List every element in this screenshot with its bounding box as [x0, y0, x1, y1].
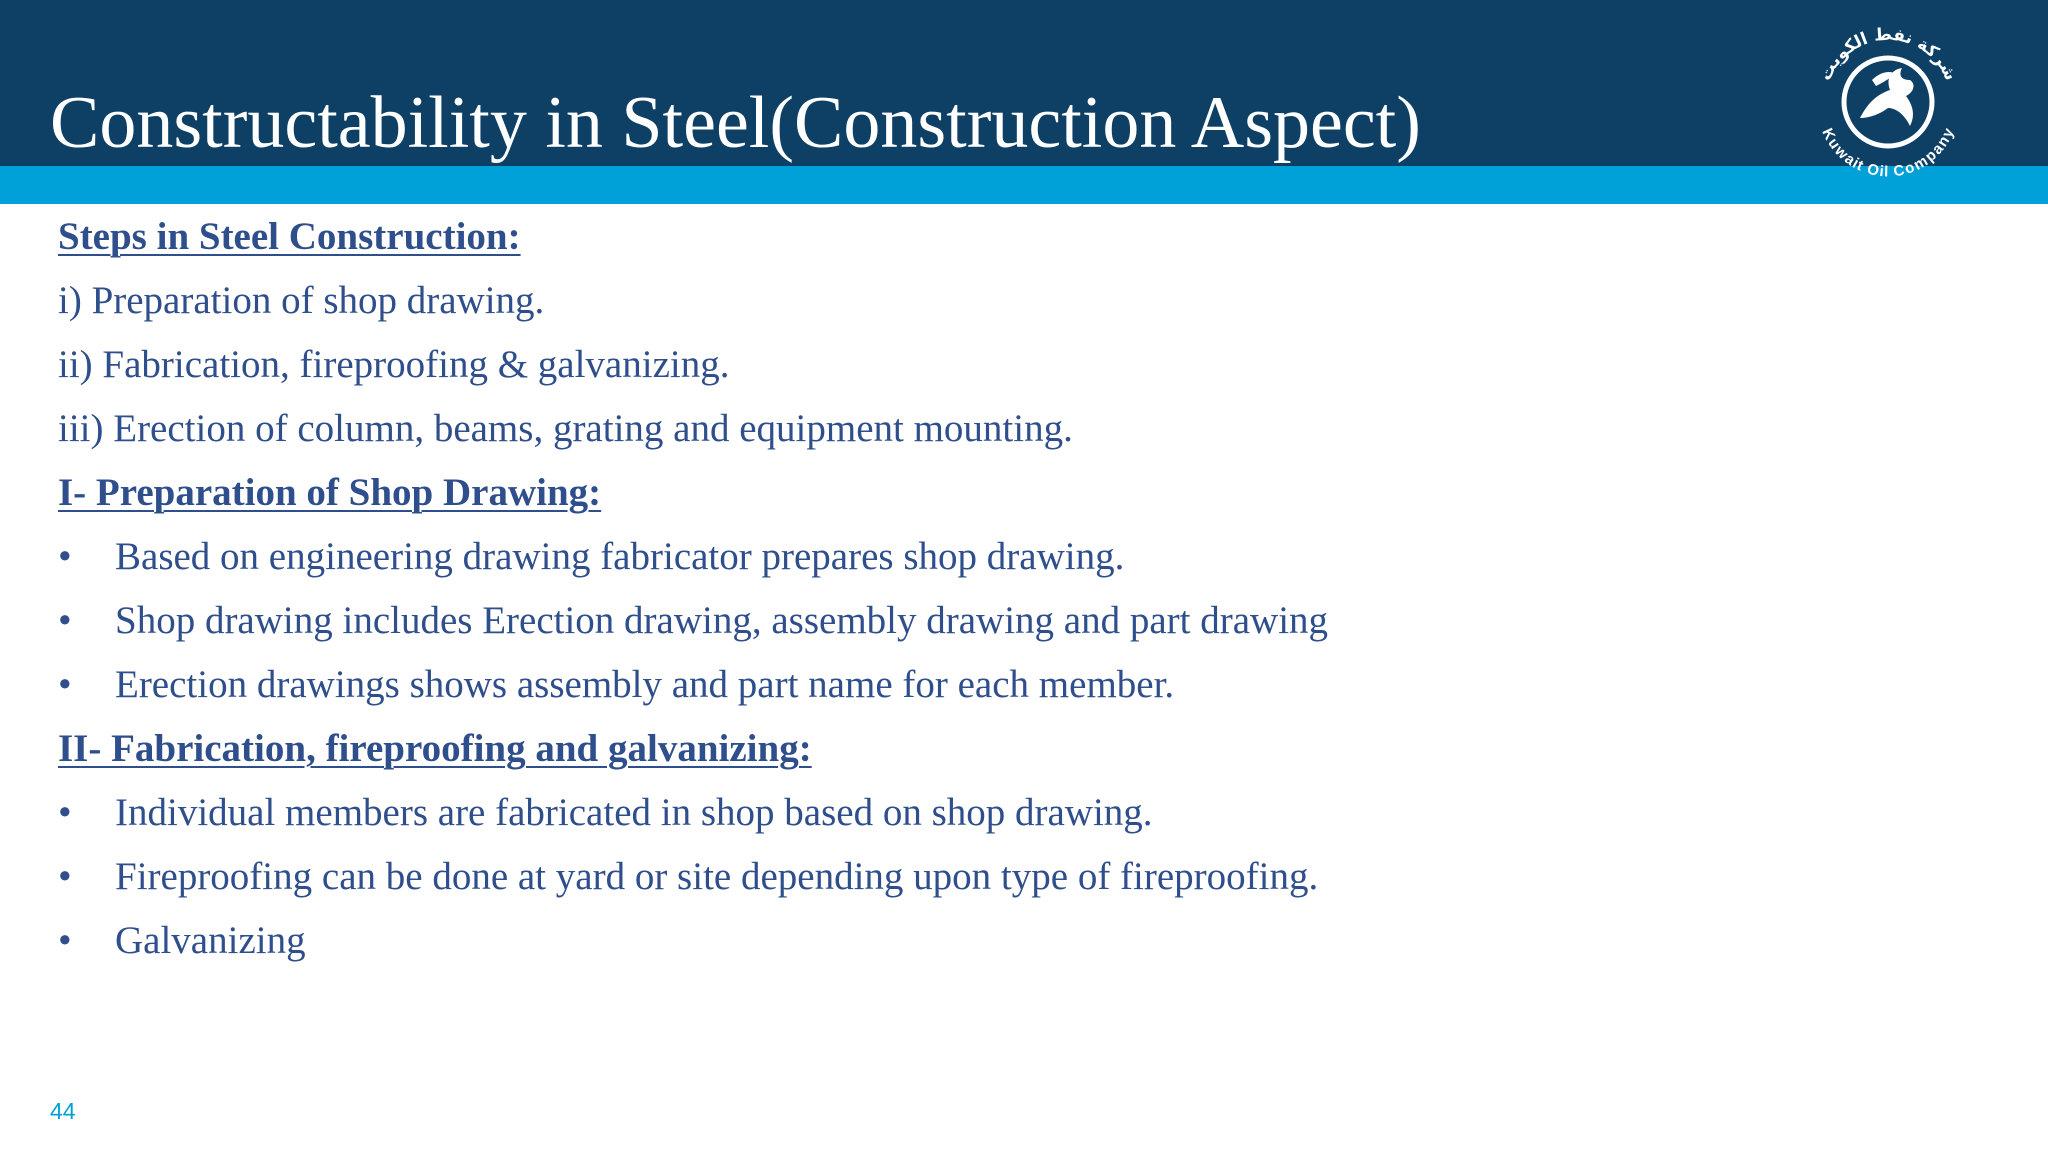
bullet-icon: • — [58, 855, 72, 898]
bullet-text: Galvanizing — [115, 919, 306, 962]
bullet-item — [58, 781, 1958, 845]
bullet-item — [58, 653, 1958, 717]
bullet-item — [58, 909, 1958, 973]
bullet-icon: • — [58, 535, 72, 578]
slide-content — [58, 205, 1958, 973]
bullet-text: Fireproofing can be done at yard or site depending upon type of fireproofing. — [115, 855, 1319, 898]
slide-title: Constructability in Steel(Construction Aspect) — [50, 82, 1421, 164]
company-logo — [1798, 10, 1978, 190]
bullet-text: Based on engineering drawing fabricator prepares shop drawing. — [115, 535, 1125, 578]
bullet-icon: • — [58, 663, 72, 706]
logo-arabic-text: شركة نفط الكويت — [1815, 24, 1961, 84]
logo-english-text: Kuwait Oil Company — [1818, 125, 1958, 181]
section-heading-fabrication: II- Fabrication, fireproofing and galvanizing: — [58, 727, 812, 770]
bullet-item — [58, 525, 1958, 589]
section-heading-steps: Steps in Steel Construction: — [58, 215, 521, 258]
bullet-item — [58, 589, 1958, 653]
list-item: i) Preparation of shop drawing. — [58, 279, 545, 322]
bullet-item — [58, 845, 1958, 909]
page-number: 44 — [50, 1098, 76, 1124]
list-item: iii) Erection of column, beams, grating and equipment mounting. — [58, 407, 1073, 450]
bullet-text: Shop drawing includes Erection drawing, assembly drawing and part drawing — [115, 599, 1329, 642]
svg-text:Kuwait Oil Company — [1818, 125, 1957, 180]
bullet-text: Individual members are fabricated in shop based on shop drawing. — [115, 791, 1153, 834]
section-heading-shop-drawing: I- Preparation of Shop Drawing: — [58, 471, 602, 514]
bullet-icon: • — [58, 791, 72, 834]
list-item: ii) Fabrication, fireproofing & galvanizing. — [58, 343, 730, 386]
bullet-icon: • — [58, 919, 72, 962]
accent-bar — [0, 166, 2048, 204]
bullet-text: Erection drawings shows assembly and part name for each member. — [115, 663, 1175, 706]
bullet-icon: • — [58, 599, 72, 642]
falcon-emblem-icon — [1860, 68, 1913, 126]
